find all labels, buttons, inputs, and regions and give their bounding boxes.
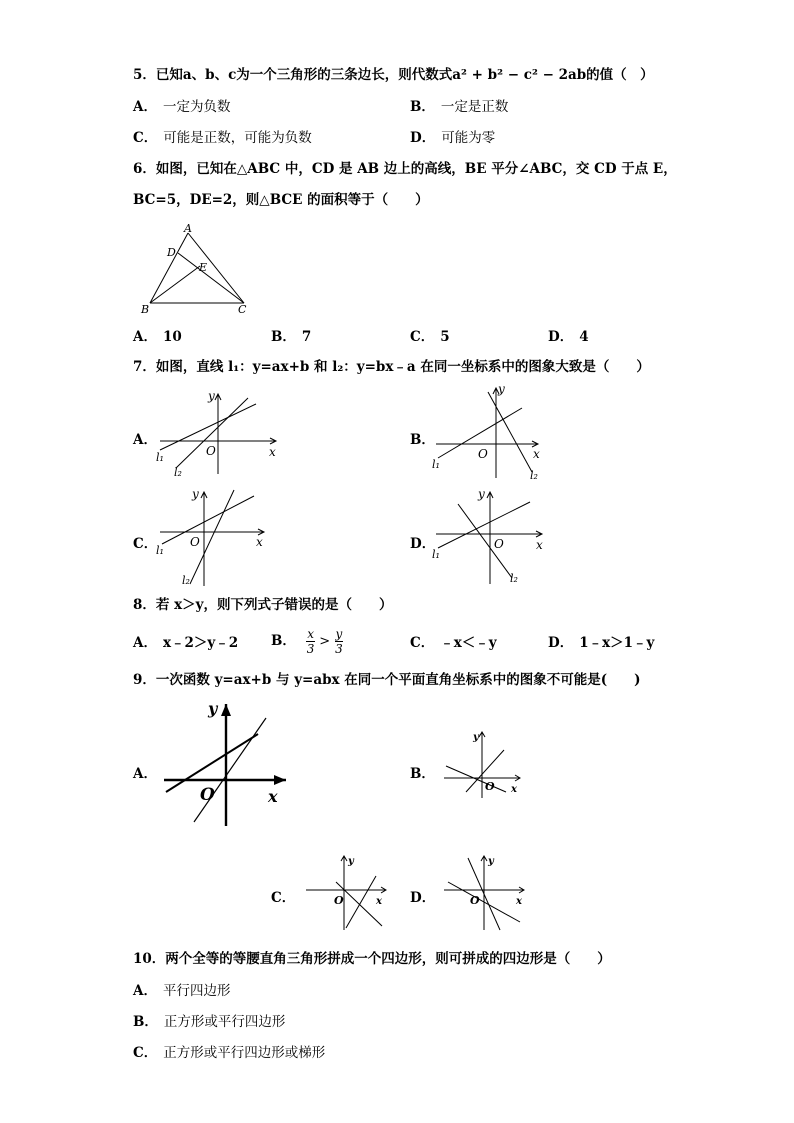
- q5-option-c: C． 可能是正数，可能为负数: [133, 130, 312, 146]
- origin-label: O: [478, 447, 488, 461]
- axis-y-label: y: [478, 487, 485, 501]
- q5-option-b: B． 一定是正数: [410, 99, 509, 115]
- label-a: A: [184, 222, 192, 235]
- line-2: [194, 718, 266, 822]
- l1-label: l₁: [156, 451, 164, 464]
- l1-label: l₁: [156, 544, 164, 557]
- l1-label: l₁: [432, 458, 440, 471]
- origin-label: O: [200, 785, 215, 805]
- label-e: E: [199, 261, 208, 274]
- q9-graph-d: [440, 852, 530, 932]
- q9-graph-b: [440, 728, 526, 800]
- q7-graph-a: [156, 388, 282, 478]
- segment-be: [150, 266, 200, 303]
- axis-y-label: y: [348, 856, 354, 867]
- origin-label: O: [190, 535, 200, 549]
- q7-graph-b: [430, 382, 544, 482]
- q6-stem-line1: 6．如图，已知在△ABC 中，CD 是 AB 边上的高线，BE 平分∠ABC，交 CD 于点 E，: [133, 161, 677, 177]
- q7-option-d-label: D．: [410, 536, 436, 552]
- axis-x-label: x: [516, 896, 522, 907]
- axis-x-label: x: [536, 538, 543, 552]
- q8-option-b: B． $\frac{x}{3}$ > $\frac{y}{3}$: [271, 627, 343, 656]
- axis-x-label: x: [268, 787, 278, 806]
- q5-option-a: A． 一定为负数: [133, 99, 231, 115]
- fraction-x-over-3: $\frac{x}{3}$: [306, 627, 315, 656]
- axis-x-label: x: [376, 896, 382, 907]
- q7-graph-d: [430, 486, 548, 586]
- axis-x-label: x: [533, 447, 540, 461]
- q9-graph-a: [156, 698, 290, 828]
- line-1: [166, 734, 258, 792]
- axis-y-label: y: [488, 856, 494, 867]
- q10-option-c: C． 正方形或平行四边形或梯形: [133, 1045, 326, 1061]
- q6-option-d: D． 4: [548, 329, 589, 345]
- side-ac: [188, 233, 244, 303]
- line-l1: [438, 502, 530, 548]
- origin-label: O: [470, 894, 480, 907]
- axis-x-label: x: [511, 784, 517, 795]
- q9-option-b-label: B．: [410, 766, 435, 782]
- q9-stem: 9．一次函数 y=ax+b 与 y=abx 在同一个平面直角坐标系中的图象不可能是( ): [133, 672, 641, 688]
- q10-option-b: B． 正方形或平行四边形: [133, 1014, 286, 1030]
- axis-y-label: y: [473, 732, 479, 743]
- line-1: [446, 766, 506, 792]
- axis-x-label: x: [256, 535, 263, 549]
- segment-cd: [178, 253, 244, 303]
- line-2: [346, 876, 376, 928]
- q6-option-a: A． 10: [133, 329, 182, 345]
- q7-graph-c: [156, 486, 270, 588]
- q6-option-b: B． 7: [271, 329, 312, 345]
- q9-option-d-label: D．: [410, 890, 436, 906]
- axis-y-label: y: [192, 487, 199, 501]
- fraction-y-over-3: $\frac{y}{3}$: [335, 627, 343, 656]
- line-l2: [488, 392, 532, 472]
- q7-option-b-label: B．: [410, 432, 435, 448]
- q8-option-d: D． 1﹣x＞1﹣y: [548, 635, 655, 651]
- q7-option-a-label: A．: [133, 432, 157, 448]
- q5-stem: 5．已知a、b、c为一个三角形的三条边长，则代数式a² + b² − c² − 2ab的值（ ）: [133, 67, 654, 83]
- q9-graph-c: [302, 852, 392, 932]
- x-axis-arrow-icon: [274, 775, 286, 785]
- q6-option-c: C． 5: [410, 329, 450, 345]
- side-ab: [150, 233, 188, 303]
- origin-label: O: [334, 894, 344, 907]
- q7-option-c-label: C．: [133, 536, 158, 552]
- q10-stem: 10．两个全等的等腰直角三角形拼成一个四边形，则可拼成的四边形是（ ）: [133, 951, 611, 967]
- axis-y-label: y: [498, 382, 505, 396]
- q7-stem: 7．如图，直线 l₁：y=ax+b 和 l₂：y=bx﹣a 在同一坐标系中的图象大致是（ ）: [133, 359, 650, 375]
- q6-stem-line2: BC=5，DE=2，则△BCE 的面积等于（ ）: [133, 192, 429, 208]
- y-axis-arrow-icon: [221, 704, 231, 716]
- l2-label: l₂: [510, 572, 518, 585]
- line-l1: [162, 496, 254, 544]
- label-c: C: [238, 303, 247, 316]
- l1-label: l₁: [432, 548, 440, 561]
- axis-x-label: x: [269, 445, 276, 459]
- origin-label: O: [206, 444, 216, 458]
- axis-y-label: y: [208, 699, 218, 718]
- l2-label: l₂: [530, 469, 538, 482]
- origin-label: O: [494, 537, 504, 551]
- q9-option-a-label: A．: [133, 766, 157, 782]
- q6-triangle-figure: [138, 222, 258, 316]
- q10-option-a: A． 平行四边形: [133, 983, 231, 999]
- q5-option-d: D． 可能为零: [410, 130, 496, 146]
- l2-label: l₂: [174, 466, 182, 478]
- origin-label: O: [485, 780, 495, 793]
- label-d: D: [167, 246, 176, 259]
- axis-y-label: y: [208, 389, 215, 403]
- label-b: B: [141, 303, 150, 316]
- q8-option-c: C． ﹣x＜﹣y: [410, 635, 497, 651]
- q9-option-c-label: C．: [271, 890, 296, 906]
- q8-option-a: A． x﹣2＞y﹣2: [133, 635, 239, 651]
- l2-label: l₂: [182, 574, 190, 587]
- q8-stem: 8．若 x＞y，则下列式子错误的是（ ）: [133, 597, 393, 613]
